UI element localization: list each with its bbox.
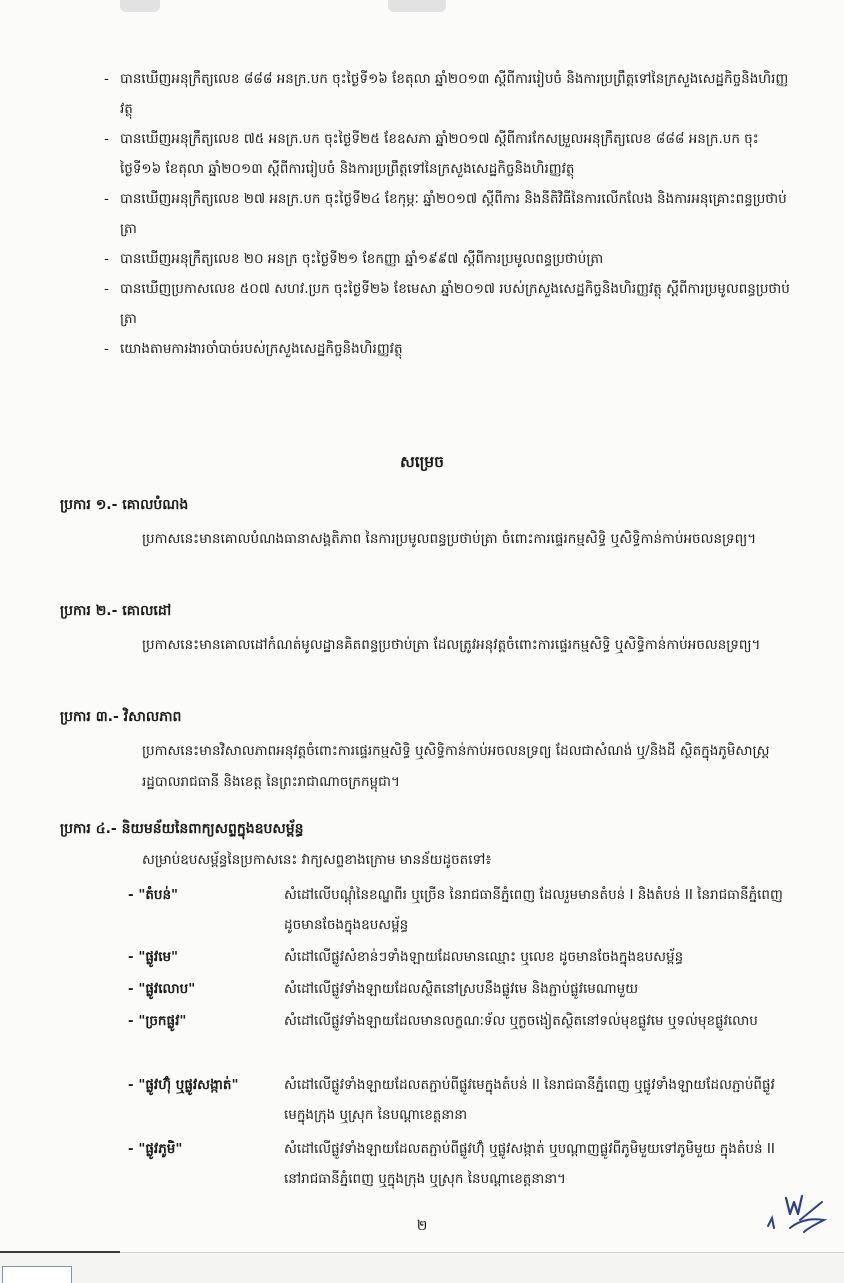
- page-edge-shadow: [0, 1251, 120, 1253]
- article-3-heading: ប្រការ ៣.- វិសាលភាព: [60, 709, 182, 725]
- preamble-item: - បានឃើញអនុក្រឹត្យលេខ ២៧ អនក្រ.បក ចុះថ្ងៃទី២៤ ខែកុម្ភៈ ឆ្នាំ២០១៧ ស្ដីពីការ និងនីតិវិធីនៃការលើកលែង និងការអនុគ្រោះពន្ធប្រថាប់ត្រា: [104, 191, 787, 237]
- definition-term: - "ផ្លូវភូមិ": [128, 1141, 183, 1157]
- page-edge: [0, 1252, 844, 1253]
- definition-text: សំដៅលើផ្លូវទាំងឡាយដែលមានលក្ខណៈទ័ល ឬក្ងចងៀតស្ថិតនៅទល់មុខផ្លូវមេ ឬទល់មុខផ្លូវលោប: [284, 1013, 758, 1029]
- definition-term: - "ច្រកផ្លូវ": [128, 1013, 187, 1029]
- preamble-item: - បានឃើញប្រកាសលេខ ៥០៧ សហវ.ប្រក ចុះថ្ងៃទី២៦ ខែមេសា ឆ្នាំ២០១៧ របស់ក្រសួងសេដ្ឋកិច្ចនិងហិរញ្ញវត្ថុ ស្ដីពីការប្រមូលពន្ធប្រថាប់ត្រា: [104, 281, 790, 327]
- article-1-text: ប្រកាសនេះមានគោលបំណងធានាសង្គតិភាព នៃការប្រមូលពន្ធប្រថាប់ត្រា ចំពោះការផ្ទេរកម្មសិទ្ធិ ឬសិទ្ធិកាន់កាប់អចលនទ្រព្យ។: [142, 531, 757, 547]
- next-page-edge: [2, 1266, 72, 1283]
- definition-term: - "ផ្លូវមេ": [128, 949, 179, 965]
- definition-term: - "តំបន់": [128, 887, 179, 903]
- definition-term: - "ផ្លូវលោប": [128, 981, 196, 997]
- preamble-item: - យោងតាមការងារចាំបាច់របស់ក្រសួងសេដ្ឋកិច្ចនិងហិរញ្ញវត្ថុ: [104, 341, 403, 357]
- article-2-heading: ប្រការ ២.- គោលដៅ: [60, 603, 172, 619]
- preamble-item: - បានឃើញអនុក្រឹត្យលេខ ៧៥ អនក្រ.បក ចុះថ្ងៃទី២៥ ខែឧសភា ឆ្នាំ២០១៧ ស្ដីពីការកែសម្រួលអនុក្រឹត្យលេខ ៨៨៨ អនក្រ.បក ចុះថ្ងៃទី១៦ ខែតុលា ឆ្នាំ២០១៣ ស្ដីពីការរៀបចំ និងការប្រព្រឹត្តទៅនៃក្រសួងសេដ្ឋកិច្ចនិងហិរញ្ញវត្ថុ: [104, 131, 759, 177]
- decision-title: សម្រេច: [400, 453, 444, 471]
- definition-text: សំដៅលើផ្លូវទាំងឡាយដែលតភ្ជាប់ពីផ្លូវហ៊ុំ ឬផ្លូវសង្កាត់ ឬបណ្ដាញផ្លូវពីភូមិមួយទៅភូមិមួយ ក្នុងតំបន់ II នៅរាជធានីភ្នំពេញ ឬក្នុងក្រុង ឬស្រុក នៃបណ្ដាខេត្តនានា។: [284, 1141, 775, 1187]
- article-2-text: ប្រកាសនេះមានគោលដៅកំណត់មូលដ្ឋានគិតពន្ធប្រថាប់ត្រា ដែលត្រូវអនុវត្តចំពោះការផ្ទេរកម្មសិទ្ធិ ឬសិទ្ធិកាន់កាប់អចលនទ្រព្យ។: [142, 637, 761, 653]
- definition-text: សំដៅលើផ្លូវទាំងឡាយដែលស្ថិតនៅស្របនឹងផ្លូវមេ និងភ្ជាប់ផ្លូវមេណាមួយ: [284, 981, 639, 997]
- article-3-text: ប្រកាសនេះមានវិសាលភាពអនុវត្តចំពោះការផ្ទេរកម្មសិទ្ធិ ឬសិទ្ធិកាន់កាប់អចលនទ្រព្យ ដែលជាសំណង់ ឬ/និងដី ស្ថិតក្នុងភូមិសាស្ត្ររដ្ឋបាលរាជធានី និងខេត្ត នៃព្រះរាជាណាចក្រកម្ពុជា។: [142, 743, 770, 790]
- preamble-list: [104, 64, 794, 364]
- article-4-heading: ប្រការ ៤.- និយមន័យនៃពាក្យសព្ទក្នុងឧបសម្ព័ន្ធ: [60, 821, 304, 837]
- preamble-item: - បានឃើញអនុក្រឹត្យលេខ ៨៨៨ អនក្រ.បក ចុះថ្ងៃទី១៦ ខែតុលា ឆ្នាំ២០១៣ ស្ដីពីការរៀបចំ និងការប្រព្រឹត្តទៅនៃក្រសួងសេដ្ឋកិច្ចនិងហិរញ្ញវត្ថុ: [104, 71, 789, 117]
- scan-artifact: [388, 0, 446, 12]
- preamble-item: - បានឃើញអនុក្រឹត្យលេខ ២០ អនក្រ ចុះថ្ងៃទី២១ ខែកញ្ញា ឆ្នាំ១៩៩៧ ស្ដីពីការប្រមូលពន្ធប្រថាប់ត្រា: [104, 251, 604, 267]
- definition-text: សំដៅលើផ្លូវសំខាន់ៗទាំងឡាយដែលមានឈ្មោះ ឬលេខ ដូចមានចែងក្នុងឧបសម្ព័ន្ធ: [284, 949, 684, 965]
- page-number: ២: [416, 1218, 428, 1234]
- handwritten-initials: [760, 1190, 832, 1236]
- definition-text: សំដៅលើផ្លូវទាំងឡាយដែលតភ្ជាប់ពីផ្លូវមេក្នុងតំបន់ II នៃរាជធានីភ្នំពេញ ឬផ្លូវទាំងឡាយដែលភ្ជាប់ពីផ្លូវមេក្នុងក្រុង ឬស្រុក នៃបណ្ដាខេត្តនានា: [284, 1077, 775, 1123]
- scan-artifact: [120, 0, 160, 12]
- article-4-intro: សម្រាប់ឧបសម្ព័ន្ធនៃប្រកាសនេះ វាក្យសព្ទខាងក្រោម មានន័យដូចតទៅ៖: [142, 852, 492, 868]
- article-1-heading: ប្រការ ១.- គោលបំណង: [60, 497, 189, 513]
- definition-text: សំដៅលើបណ្ដុំនៃខណ្ឌពីរ ឬច្រើន នៃរាជធានីភ្នំពេញ ដែលរួមមានតំបន់ I និងតំបន់ II នៃរាជធានីភ្នំពេញ ដូចមានចែងក្នុងឧបសម្ព័ន្ធ: [284, 887, 783, 933]
- definition-term: - "ផ្លូវហ៊ុំ ឬផ្លូវសង្កាត់": [128, 1077, 239, 1093]
